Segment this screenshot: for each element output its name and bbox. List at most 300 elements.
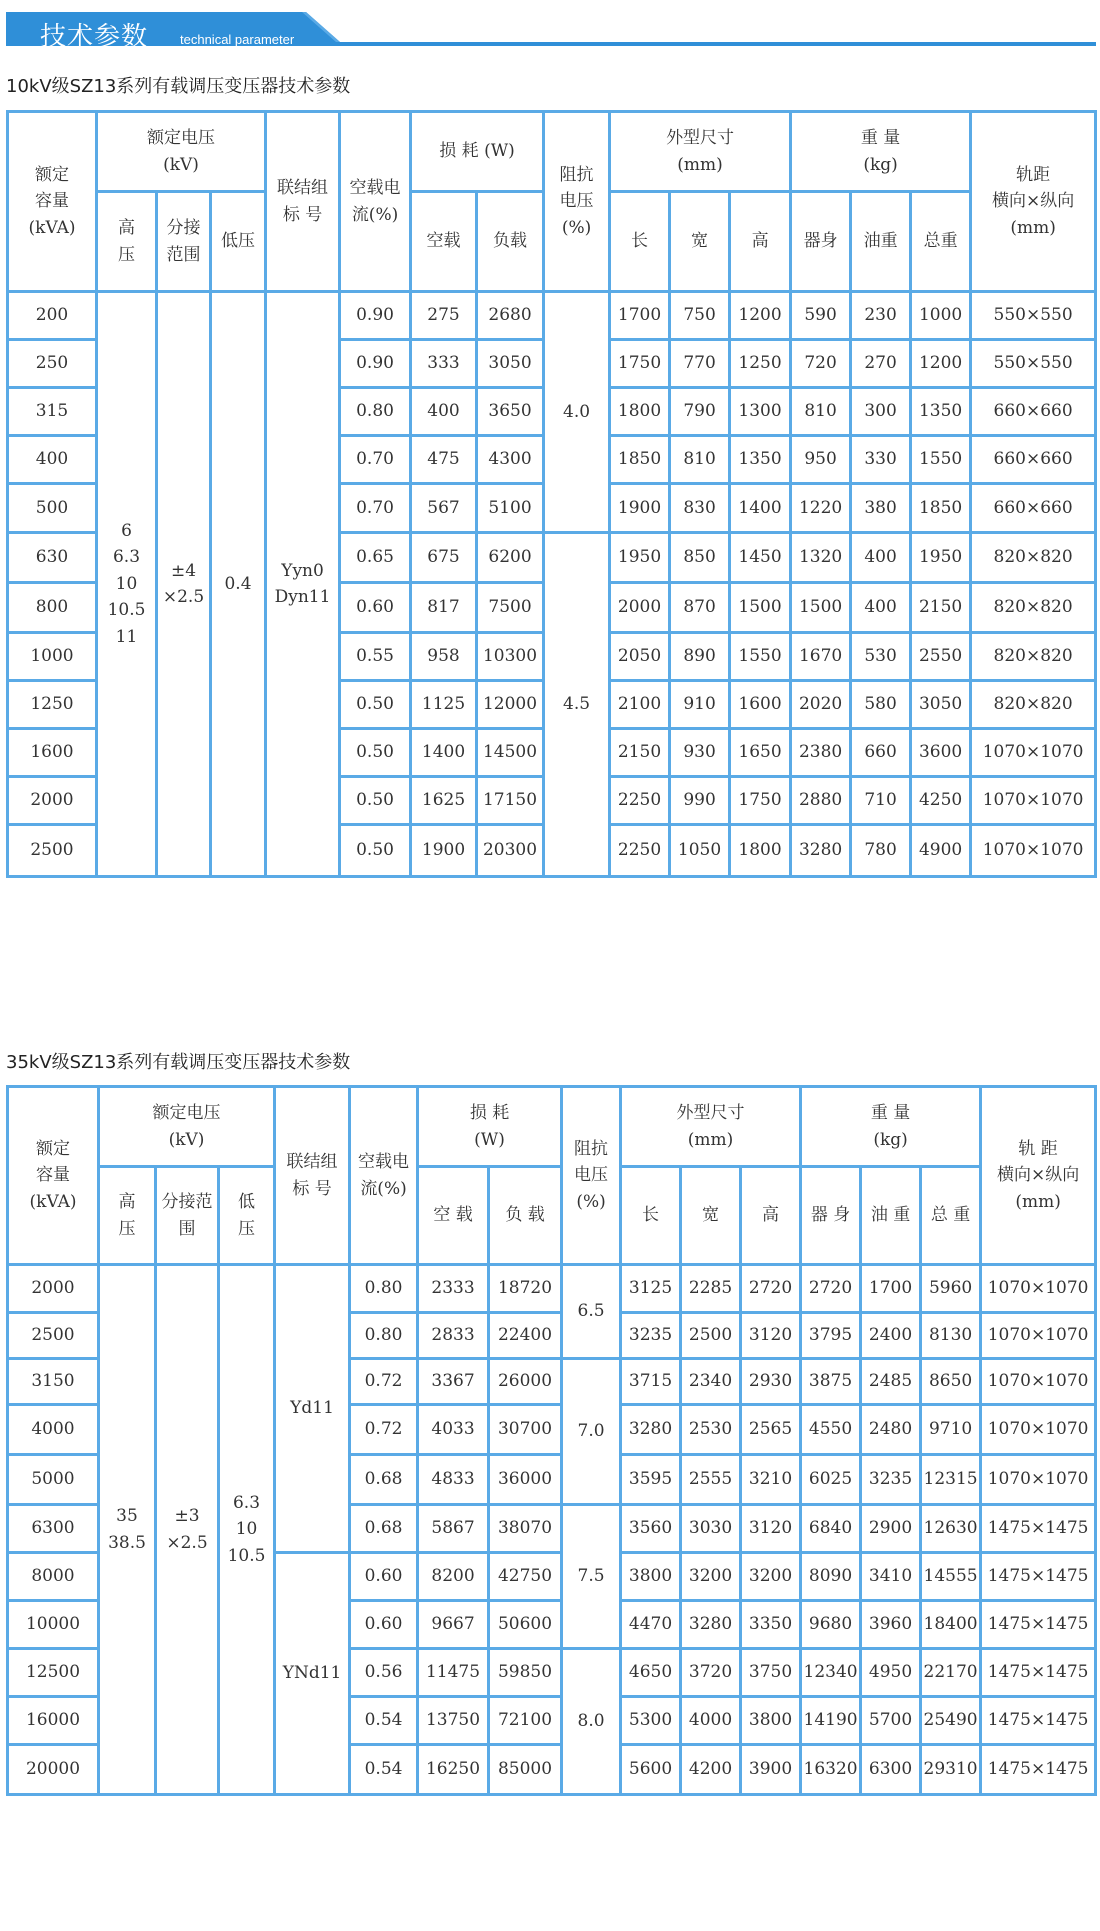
cell-impedance-merged: 4.0 bbox=[544, 292, 610, 533]
cell-l: 3125 bbox=[621, 1265, 681, 1313]
th-capacity: 额定 容量 (kVA) bbox=[8, 112, 97, 292]
cell-total: 25490 bbox=[921, 1697, 981, 1745]
cell-connection-merged: YNd11 bbox=[275, 1553, 350, 1795]
th-height: 高 bbox=[741, 1167, 801, 1265]
cell-lv-merged: 0.4 bbox=[211, 292, 266, 877]
cell-load-loss: 10300 bbox=[477, 633, 544, 681]
cell-oil: 530 bbox=[851, 633, 911, 681]
cell-total: 18400 bbox=[921, 1601, 981, 1649]
cell-capacity: 4000 bbox=[8, 1405, 99, 1455]
cell-track: 820×820 bbox=[971, 681, 1096, 729]
cell-capacity: 8000 bbox=[8, 1553, 99, 1601]
cell-noload-loss: 16250 bbox=[418, 1745, 489, 1795]
cell-oil: 3410 bbox=[861, 1553, 921, 1601]
cell-body: 590 bbox=[791, 292, 851, 340]
cell-capacity: 20000 bbox=[8, 1745, 99, 1795]
th-total-weight: 总 重 bbox=[921, 1167, 981, 1265]
cell-l: 1950 bbox=[610, 533, 670, 583]
cell-track: 1070×1070 bbox=[971, 777, 1096, 825]
cell-w: 3720 bbox=[681, 1649, 741, 1697]
cell-load-loss: 12000 bbox=[477, 681, 544, 729]
cell-w: 770 bbox=[670, 340, 730, 388]
th-height: 高 bbox=[730, 192, 791, 292]
cell-l: 1750 bbox=[610, 340, 670, 388]
cell-oil: 3960 bbox=[861, 1601, 921, 1649]
cell-w: 850 bbox=[670, 533, 730, 583]
cell-track: 1475×1475 bbox=[981, 1553, 1096, 1601]
cell-oil: 2900 bbox=[861, 1505, 921, 1553]
cell-h: 3210 bbox=[741, 1455, 801, 1505]
cell-l: 3800 bbox=[621, 1553, 681, 1601]
cell-capacity: 1250 bbox=[8, 681, 97, 729]
cell-noload-loss: 4033 bbox=[418, 1405, 489, 1455]
cell-track: 1475×1475 bbox=[981, 1505, 1096, 1553]
cell-load-loss: 26000 bbox=[489, 1359, 562, 1405]
cell-total: 3600 bbox=[911, 729, 971, 777]
cell-h: 1650 bbox=[730, 729, 791, 777]
cell-oil: 330 bbox=[851, 436, 911, 484]
cell-body: 1500 bbox=[791, 583, 851, 633]
cell-l: 2250 bbox=[610, 777, 670, 825]
th-noload-current: 空载电 流(%) bbox=[340, 112, 411, 292]
cell-h: 2720 bbox=[741, 1265, 801, 1313]
cell-noload-current: 0.56 bbox=[350, 1649, 418, 1697]
th-track: 轨距 横向×纵向 (mm) bbox=[971, 112, 1096, 292]
cell-capacity: 2500 bbox=[8, 825, 97, 877]
th-track: 轨 距 横向×纵向 (mm) bbox=[981, 1087, 1096, 1265]
th-oil-weight: 油重 bbox=[851, 192, 911, 292]
table-row bbox=[8, 1265, 1096, 1313]
th-noload-loss: 空载 bbox=[411, 192, 477, 292]
cell-track: 820×820 bbox=[971, 633, 1096, 681]
cell-noload-loss: 1400 bbox=[411, 729, 477, 777]
cell-h: 1350 bbox=[730, 436, 791, 484]
cell-body: 1670 bbox=[791, 633, 851, 681]
th-length: 长 bbox=[610, 192, 670, 292]
cell-noload-current: 0.55 bbox=[340, 633, 411, 681]
cell-total: 8650 bbox=[921, 1359, 981, 1405]
cell-w: 3200 bbox=[681, 1553, 741, 1601]
cell-tap-merged: ±3 ×2.5 bbox=[156, 1265, 219, 1795]
header-banner-shape bbox=[6, 12, 1096, 52]
cell-load-loss: 36000 bbox=[489, 1455, 562, 1505]
cell-body: 2380 bbox=[791, 729, 851, 777]
cell-load-loss: 72100 bbox=[489, 1697, 562, 1745]
cell-track: 1070×1070 bbox=[981, 1313, 1096, 1359]
cell-body: 810 bbox=[791, 388, 851, 436]
cell-w: 1050 bbox=[670, 825, 730, 877]
cell-w: 750 bbox=[670, 292, 730, 340]
cell-impedance-merged: 6.5 bbox=[562, 1265, 621, 1359]
cell-h: 2930 bbox=[741, 1359, 801, 1405]
cell-l: 2150 bbox=[610, 729, 670, 777]
cell-track: 1475×1475 bbox=[981, 1601, 1096, 1649]
cell-w: 890 bbox=[670, 633, 730, 681]
cell-l: 2050 bbox=[610, 633, 670, 681]
cell-l: 3715 bbox=[621, 1359, 681, 1405]
cell-load-loss: 6200 bbox=[477, 533, 544, 583]
cell-w: 830 bbox=[670, 484, 730, 533]
cell-h: 1200 bbox=[730, 292, 791, 340]
cell-l: 1700 bbox=[610, 292, 670, 340]
cell-h: 3120 bbox=[741, 1313, 801, 1359]
cell-noload-loss: 275 bbox=[411, 292, 477, 340]
cell-track: 660×660 bbox=[971, 436, 1096, 484]
cell-h: 1600 bbox=[730, 681, 791, 729]
cell-h: 3120 bbox=[741, 1505, 801, 1553]
cell-noload-current: 0.72 bbox=[350, 1405, 418, 1455]
cell-l: 4470 bbox=[621, 1601, 681, 1649]
cell-l: 3560 bbox=[621, 1505, 681, 1553]
cell-w: 4200 bbox=[681, 1745, 741, 1795]
cell-w: 2340 bbox=[681, 1359, 741, 1405]
cell-total: 22170 bbox=[921, 1649, 981, 1697]
cell-body: 8090 bbox=[801, 1553, 861, 1601]
cell-capacity: 400 bbox=[8, 436, 97, 484]
cell-capacity: 630 bbox=[8, 533, 97, 583]
cell-w: 870 bbox=[670, 583, 730, 633]
cell-noload-current: 0.50 bbox=[340, 777, 411, 825]
cell-noload-current: 0.50 bbox=[340, 729, 411, 777]
cell-total: 14555 bbox=[921, 1553, 981, 1601]
cell-track: 1475×1475 bbox=[981, 1697, 1096, 1745]
cell-h: 3750 bbox=[741, 1649, 801, 1697]
cell-oil: 5700 bbox=[861, 1697, 921, 1745]
th-connection: 联结组 标 号 bbox=[266, 112, 340, 292]
cell-capacity: 2500 bbox=[8, 1313, 99, 1359]
th-oil-weight: 油 重 bbox=[861, 1167, 921, 1265]
th-body-weight: 器 身 bbox=[801, 1167, 861, 1265]
cell-h: 3350 bbox=[741, 1601, 801, 1649]
cell-oil: 2400 bbox=[861, 1313, 921, 1359]
cell-total: 1550 bbox=[911, 436, 971, 484]
cell-noload-loss: 333 bbox=[411, 340, 477, 388]
cell-h: 1800 bbox=[730, 825, 791, 877]
cell-l: 2100 bbox=[610, 681, 670, 729]
cell-w: 4000 bbox=[681, 1697, 741, 1745]
cell-capacity: 5000 bbox=[8, 1455, 99, 1505]
cell-oil: 300 bbox=[851, 388, 911, 436]
cell-noload-current: 0.60 bbox=[340, 583, 411, 633]
cell-total: 8130 bbox=[921, 1313, 981, 1359]
cell-total: 12315 bbox=[921, 1455, 981, 1505]
cell-h: 1450 bbox=[730, 533, 791, 583]
cell-l: 1850 bbox=[610, 436, 670, 484]
cell-h: 1250 bbox=[730, 340, 791, 388]
cell-h: 3900 bbox=[741, 1745, 801, 1795]
cell-noload-loss: 958 bbox=[411, 633, 477, 681]
table1-title: 10kV级SZ13系列有载调压变压器技术参数 bbox=[6, 76, 351, 97]
cell-l: 1900 bbox=[610, 484, 670, 533]
cell-noload-current: 0.65 bbox=[340, 533, 411, 583]
cell-load-loss: 14500 bbox=[477, 729, 544, 777]
cell-track: 1070×1070 bbox=[971, 729, 1096, 777]
th-body-weight: 器身 bbox=[791, 192, 851, 292]
cell-noload-loss: 3367 bbox=[418, 1359, 489, 1405]
cell-body: 12340 bbox=[801, 1649, 861, 1697]
th-impedance: 阻抗 电压 (%) bbox=[544, 112, 610, 292]
cell-oil: 710 bbox=[851, 777, 911, 825]
cell-capacity: 1000 bbox=[8, 633, 97, 681]
cell-noload-loss: 2833 bbox=[418, 1313, 489, 1359]
cell-l: 3280 bbox=[621, 1405, 681, 1455]
cell-track: 820×820 bbox=[971, 533, 1096, 583]
cell-impedance-merged: 7.0 bbox=[562, 1359, 621, 1505]
cell-total: 2550 bbox=[911, 633, 971, 681]
cell-capacity: 250 bbox=[8, 340, 97, 388]
cell-total: 1850 bbox=[911, 484, 971, 533]
cell-hv-merged: 6 6.3 10 10.5 11 bbox=[97, 292, 157, 877]
th-rated-voltage: 额定电压 (kV) bbox=[97, 112, 266, 192]
section-header bbox=[6, 12, 1096, 52]
cell-body: 2880 bbox=[791, 777, 851, 825]
cell-track: 1475×1475 bbox=[981, 1649, 1096, 1697]
cell-oil: 1700 bbox=[861, 1265, 921, 1313]
cell-track: 1070×1070 bbox=[981, 1359, 1096, 1405]
cell-body: 3875 bbox=[801, 1359, 861, 1405]
th-noload-current: 空载电 流(%) bbox=[350, 1087, 418, 1265]
cell-noload-current: 0.70 bbox=[340, 484, 411, 533]
table-row bbox=[8, 292, 1096, 340]
cell-noload-loss: 1125 bbox=[411, 681, 477, 729]
cell-total: 1000 bbox=[911, 292, 971, 340]
cell-oil: 400 bbox=[851, 583, 911, 633]
cell-l: 1800 bbox=[610, 388, 670, 436]
cell-total: 1200 bbox=[911, 340, 971, 388]
th-noload-loss: 空 载 bbox=[418, 1167, 489, 1265]
cell-load-loss: 3050 bbox=[477, 340, 544, 388]
cell-body: 1320 bbox=[791, 533, 851, 583]
cell-h: 1400 bbox=[730, 484, 791, 533]
cell-h: 1300 bbox=[730, 388, 791, 436]
cell-l: 2250 bbox=[610, 825, 670, 877]
cell-capacity: 800 bbox=[8, 583, 97, 633]
cell-hv-merged: 35 38.5 bbox=[99, 1265, 156, 1795]
cell-noload-current: 0.80 bbox=[350, 1313, 418, 1359]
cell-h: 1500 bbox=[730, 583, 791, 633]
cell-load-loss: 22400 bbox=[489, 1313, 562, 1359]
cell-noload-current: 0.54 bbox=[350, 1745, 418, 1795]
cell-track: 1475×1475 bbox=[981, 1745, 1096, 1795]
cell-capacity: 2000 bbox=[8, 1265, 99, 1313]
cell-oil: 4950 bbox=[861, 1649, 921, 1697]
th-rated-voltage: 额定电压 (kV) bbox=[99, 1087, 275, 1167]
cell-total: 4250 bbox=[911, 777, 971, 825]
cell-total: 1950 bbox=[911, 533, 971, 583]
cell-noload-current: 0.90 bbox=[340, 292, 411, 340]
cell-tap-merged: ±4 ×2.5 bbox=[157, 292, 211, 877]
cell-track: 660×660 bbox=[971, 484, 1096, 533]
th-weight: 重 量 (kg) bbox=[801, 1087, 981, 1167]
cell-oil: 230 bbox=[851, 292, 911, 340]
cell-l: 5600 bbox=[621, 1745, 681, 1795]
cell-capacity: 10000 bbox=[8, 1601, 99, 1649]
cell-capacity: 500 bbox=[8, 484, 97, 533]
cell-track: 550×550 bbox=[971, 340, 1096, 388]
th-capacity: 额定 容量 (kVA) bbox=[8, 1087, 99, 1265]
cell-track: 660×660 bbox=[971, 388, 1096, 436]
th-width: 宽 bbox=[681, 1167, 741, 1265]
cell-oil: 2485 bbox=[861, 1359, 921, 1405]
th-weight: 重 量 (kg) bbox=[791, 112, 971, 192]
cell-w: 3280 bbox=[681, 1601, 741, 1649]
cell-noload-current: 0.70 bbox=[340, 436, 411, 484]
th-hv: 高 压 bbox=[99, 1167, 156, 1265]
th-loss: 损 耗 (W) bbox=[411, 112, 544, 192]
cell-noload-current: 0.80 bbox=[340, 388, 411, 436]
th-length: 长 bbox=[621, 1167, 681, 1265]
th-loss: 损 耗 (W) bbox=[418, 1087, 562, 1167]
cell-noload-current: 0.90 bbox=[340, 340, 411, 388]
cell-l: 5300 bbox=[621, 1697, 681, 1745]
cell-capacity: 2000 bbox=[8, 777, 97, 825]
cell-capacity: 16000 bbox=[8, 1697, 99, 1745]
th-tap: 分接 范围 bbox=[157, 192, 211, 292]
cell-capacity: 315 bbox=[8, 388, 97, 436]
cell-load-loss: 59850 bbox=[489, 1649, 562, 1697]
header-title: 技术参数 bbox=[40, 22, 149, 52]
cell-h: 1750 bbox=[730, 777, 791, 825]
cell-w: 2500 bbox=[681, 1313, 741, 1359]
cell-impedance-merged: 7.5 bbox=[562, 1505, 621, 1649]
th-load-loss: 负载 bbox=[477, 192, 544, 292]
cell-oil: 580 bbox=[851, 681, 911, 729]
cell-body: 3795 bbox=[801, 1313, 861, 1359]
cell-oil: 400 bbox=[851, 533, 911, 583]
cell-w: 2530 bbox=[681, 1405, 741, 1455]
cell-track: 1070×1070 bbox=[981, 1455, 1096, 1505]
cell-load-loss: 85000 bbox=[489, 1745, 562, 1795]
table1-spec bbox=[6, 110, 1097, 878]
cell-w: 990 bbox=[670, 777, 730, 825]
cell-track: 1070×1070 bbox=[981, 1265, 1096, 1313]
cell-noload-current: 0.80 bbox=[350, 1265, 418, 1313]
cell-total: 12630 bbox=[921, 1505, 981, 1553]
cell-oil: 270 bbox=[851, 340, 911, 388]
cell-track: 1070×1070 bbox=[981, 1405, 1096, 1455]
cell-load-loss: 42750 bbox=[489, 1553, 562, 1601]
th-dimensions: 外型尺寸 (mm) bbox=[621, 1087, 801, 1167]
cell-body: 14190 bbox=[801, 1697, 861, 1745]
cell-connection-merged: Yd11 bbox=[275, 1265, 350, 1553]
cell-noload-loss: 13750 bbox=[418, 1697, 489, 1745]
cell-impedance-merged: 4.5 bbox=[544, 533, 610, 877]
cell-noload-loss: 9667 bbox=[418, 1601, 489, 1649]
cell-noload-loss: 11475 bbox=[418, 1649, 489, 1697]
cell-body: 6840 bbox=[801, 1505, 861, 1553]
cell-body: 3280 bbox=[791, 825, 851, 877]
cell-lv-merged: 6.3 10 10.5 bbox=[219, 1265, 275, 1795]
cell-noload-current: 0.60 bbox=[350, 1553, 418, 1601]
cell-body: 9680 bbox=[801, 1601, 861, 1649]
cell-body: 6025 bbox=[801, 1455, 861, 1505]
cell-oil: 780 bbox=[851, 825, 911, 877]
cell-w: 790 bbox=[670, 388, 730, 436]
cell-load-loss: 2680 bbox=[477, 292, 544, 340]
cell-body: 16320 bbox=[801, 1745, 861, 1795]
cell-track: 820×820 bbox=[971, 583, 1096, 633]
cell-l: 3235 bbox=[621, 1313, 681, 1359]
cell-total: 9710 bbox=[921, 1405, 981, 1455]
cell-capacity: 12500 bbox=[8, 1649, 99, 1697]
cell-noload-current: 0.68 bbox=[350, 1505, 418, 1553]
header-subtitle: technical parameter bbox=[180, 32, 295, 47]
cell-h: 2565 bbox=[741, 1405, 801, 1455]
cell-l: 4650 bbox=[621, 1649, 681, 1697]
cell-load-loss: 7500 bbox=[477, 583, 544, 633]
cell-oil: 660 bbox=[851, 729, 911, 777]
cell-body: 2020 bbox=[791, 681, 851, 729]
table2-spec bbox=[6, 1085, 1097, 1796]
cell-w: 2555 bbox=[681, 1455, 741, 1505]
cell-noload-loss: 8200 bbox=[418, 1553, 489, 1601]
cell-noload-loss: 567 bbox=[411, 484, 477, 533]
cell-noload-loss: 817 bbox=[411, 583, 477, 633]
cell-load-loss: 50600 bbox=[489, 1601, 562, 1649]
cell-capacity: 3150 bbox=[8, 1359, 99, 1405]
cell-load-loss: 3650 bbox=[477, 388, 544, 436]
cell-load-loss: 30700 bbox=[489, 1405, 562, 1455]
th-load-loss: 负 载 bbox=[489, 1167, 562, 1265]
cell-total: 2150 bbox=[911, 583, 971, 633]
th-width: 宽 bbox=[670, 192, 730, 292]
cell-noload-current: 0.50 bbox=[340, 825, 411, 877]
cell-h: 3200 bbox=[741, 1553, 801, 1601]
cell-w: 810 bbox=[670, 436, 730, 484]
th-tap: 分接范 围 bbox=[156, 1167, 219, 1265]
cell-body: 1220 bbox=[791, 484, 851, 533]
cell-h: 1550 bbox=[730, 633, 791, 681]
cell-noload-current: 0.68 bbox=[350, 1455, 418, 1505]
th-hv: 高 压 bbox=[97, 192, 157, 292]
cell-oil: 3235 bbox=[861, 1455, 921, 1505]
cell-connection-merged: Yyn0 Dyn11 bbox=[266, 292, 340, 877]
cell-total: 5960 bbox=[921, 1265, 981, 1313]
cell-noload-current: 0.54 bbox=[350, 1697, 418, 1745]
cell-body: 4550 bbox=[801, 1405, 861, 1455]
cell-noload-loss: 475 bbox=[411, 436, 477, 484]
cell-body: 720 bbox=[791, 340, 851, 388]
cell-track: 1070×1070 bbox=[971, 825, 1096, 877]
cell-oil: 380 bbox=[851, 484, 911, 533]
cell-w: 3030 bbox=[681, 1505, 741, 1553]
cell-impedance-merged: 8.0 bbox=[562, 1649, 621, 1795]
cell-w: 2285 bbox=[681, 1265, 741, 1313]
cell-total: 1350 bbox=[911, 388, 971, 436]
cell-load-loss: 20300 bbox=[477, 825, 544, 877]
cell-capacity: 200 bbox=[8, 292, 97, 340]
cell-load-loss: 17150 bbox=[477, 777, 544, 825]
cell-w: 930 bbox=[670, 729, 730, 777]
cell-l: 2000 bbox=[610, 583, 670, 633]
cell-body: 2720 bbox=[801, 1265, 861, 1313]
cell-load-loss: 18720 bbox=[489, 1265, 562, 1313]
cell-noload-loss: 1900 bbox=[411, 825, 477, 877]
cell-h: 3800 bbox=[741, 1697, 801, 1745]
th-lv: 低压 bbox=[211, 192, 266, 292]
cell-noload-loss: 4833 bbox=[418, 1455, 489, 1505]
th-dimensions: 外型尺寸 (mm) bbox=[610, 112, 791, 192]
cell-total: 29310 bbox=[921, 1745, 981, 1795]
th-connection: 联结组 标 号 bbox=[275, 1087, 350, 1265]
cell-w: 910 bbox=[670, 681, 730, 729]
cell-noload-current: 0.50 bbox=[340, 681, 411, 729]
cell-load-loss: 5100 bbox=[477, 484, 544, 533]
cell-capacity: 1600 bbox=[8, 729, 97, 777]
cell-noload-loss: 400 bbox=[411, 388, 477, 436]
cell-total: 3050 bbox=[911, 681, 971, 729]
cell-body: 950 bbox=[791, 436, 851, 484]
